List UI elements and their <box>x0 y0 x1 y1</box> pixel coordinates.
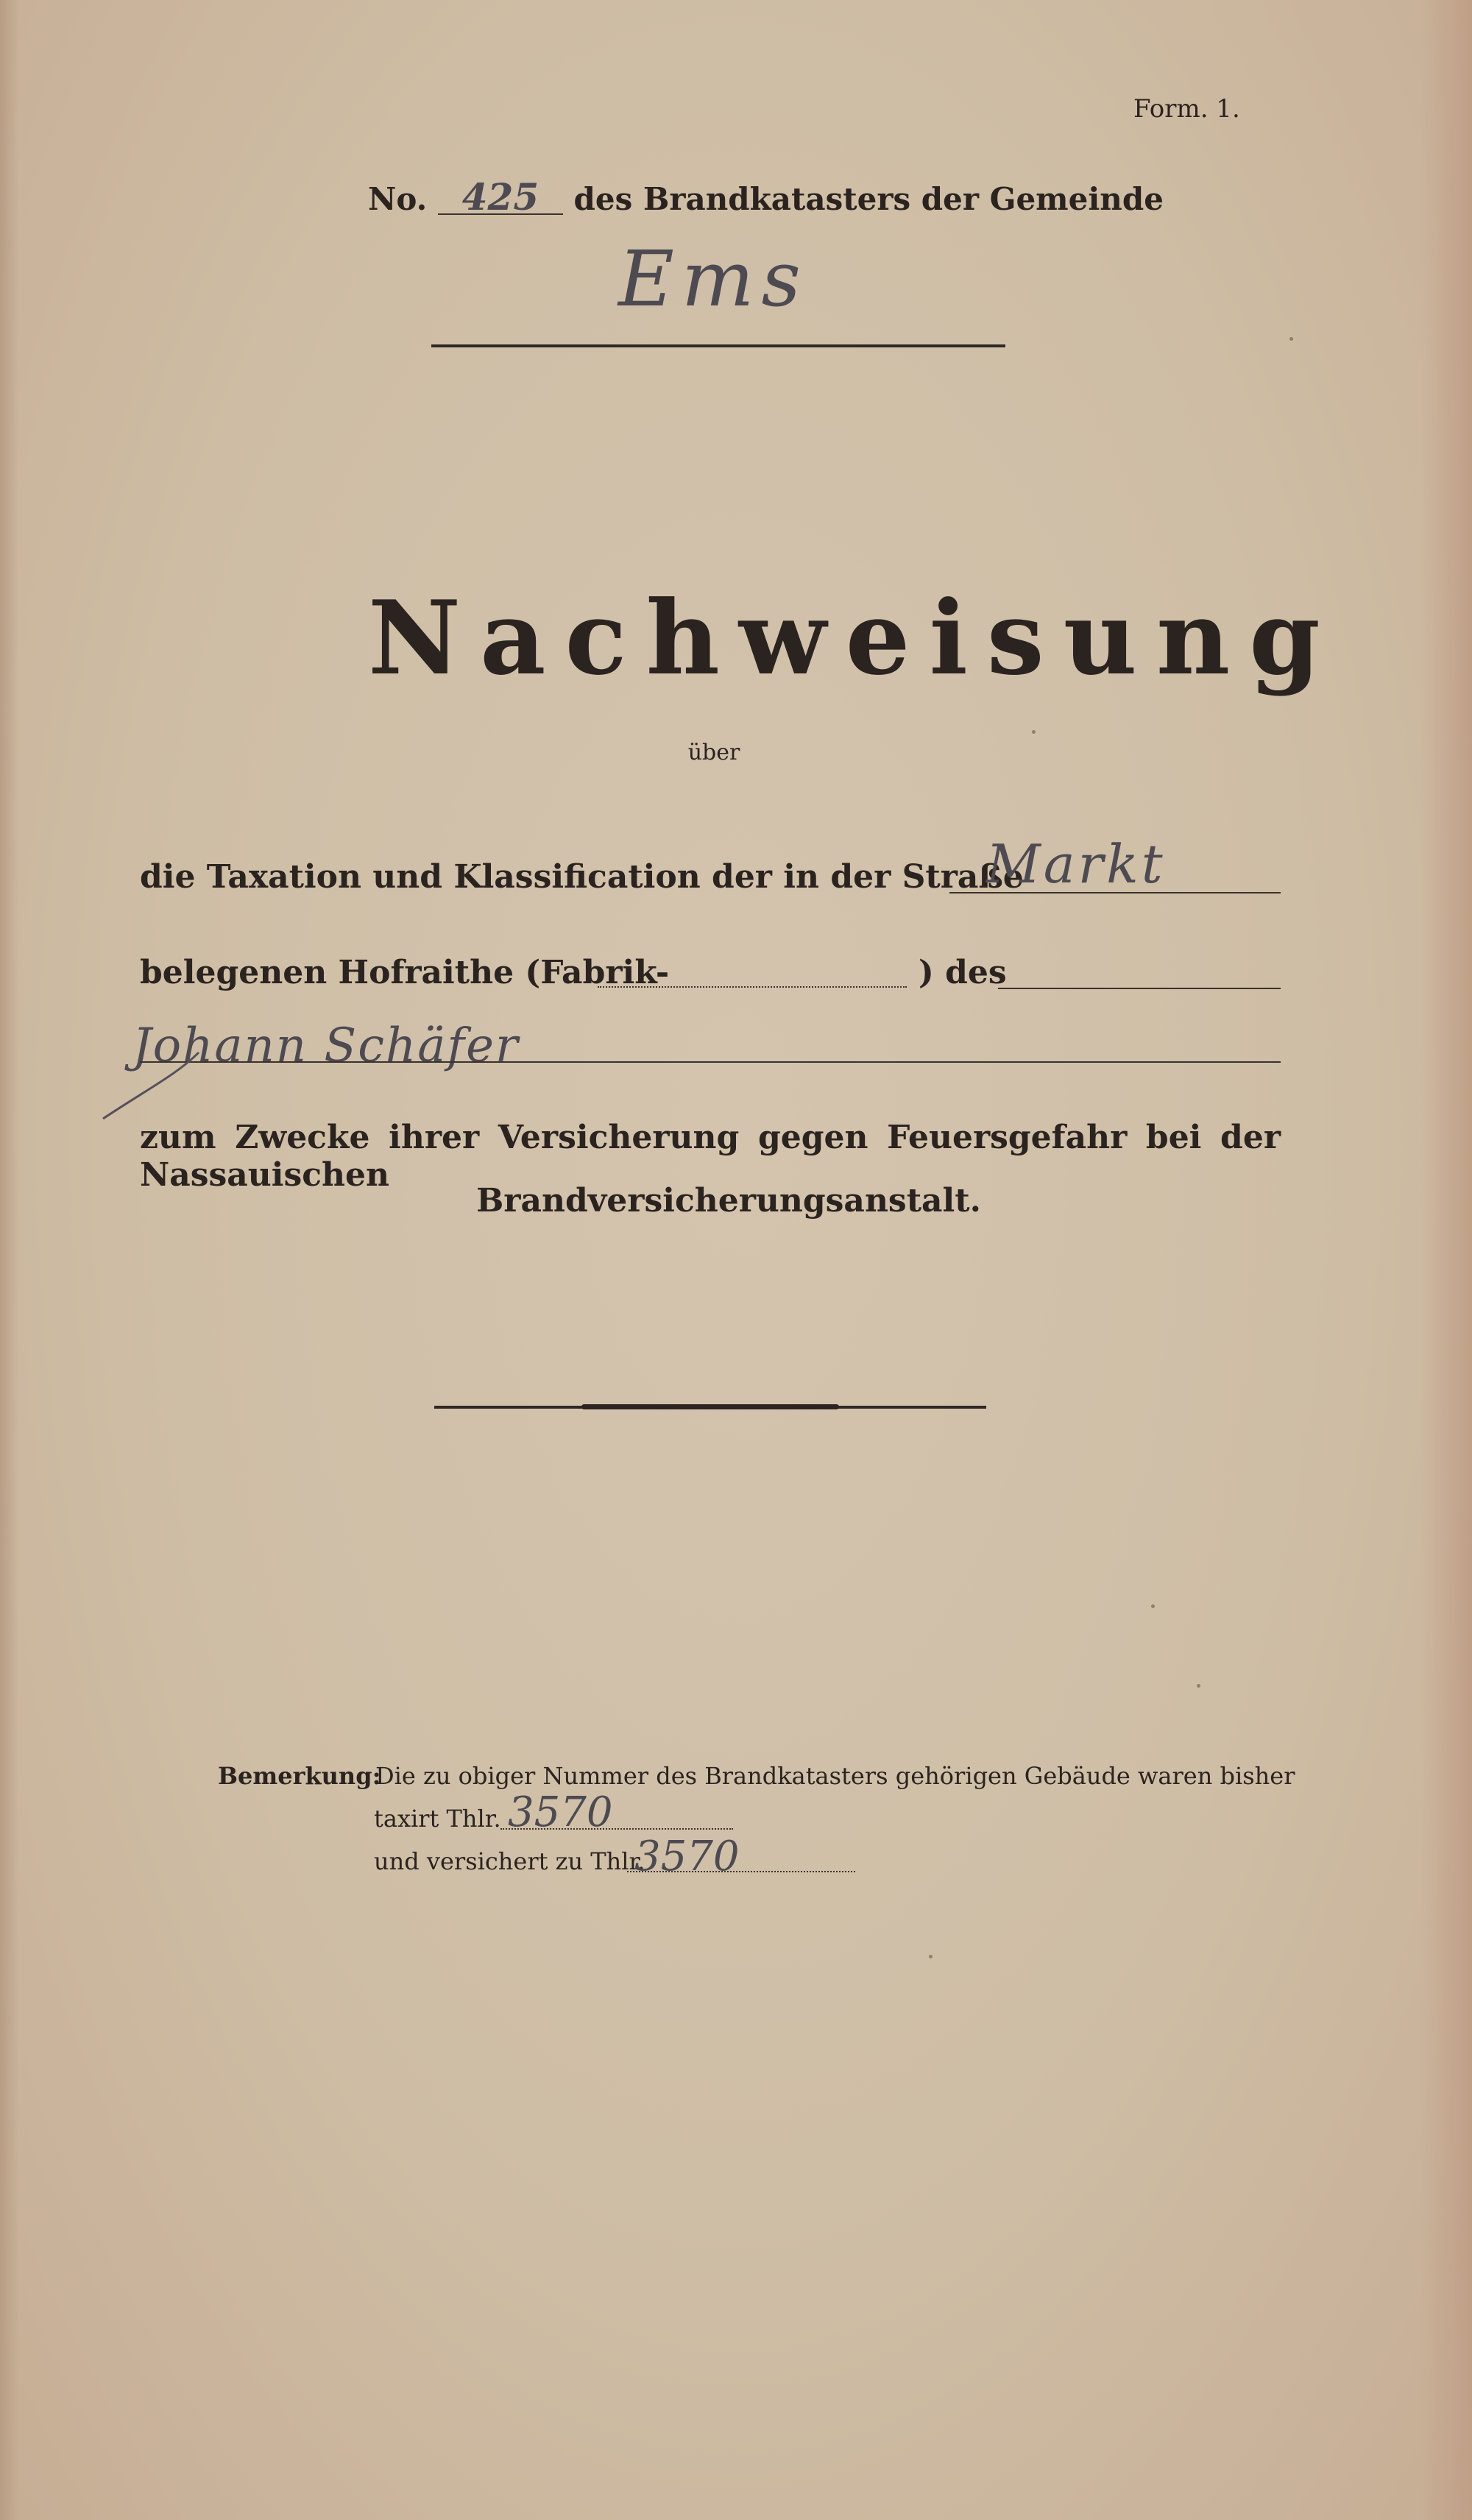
handwritten-flourish-icon <box>88 1045 221 1126</box>
taxirt-dotted-line <box>500 1828 733 1830</box>
paper-speck <box>1032 730 1036 734</box>
hofraithe-text: belegenen Hofraithe (Fabrik- <box>140 954 670 991</box>
versichert-value: 3570 <box>634 1833 740 1880</box>
paper-speck <box>1197 1684 1200 1688</box>
header-rule <box>431 344 1005 347</box>
taxation-strasse-text: die Taxation und Klassification der in der Straße <box>140 858 1024 896</box>
anstalt-text: Brandversicherungsanstalt. <box>476 1182 981 1220</box>
handwritten-owner: Johann Schäfer <box>132 1019 520 1073</box>
owner-underline <box>140 1061 1281 1063</box>
document-title: Nachweisung <box>368 578 1340 698</box>
handwritten-gemeinde: Ems <box>618 234 808 324</box>
remark-label: Bemerkung: <box>218 1762 381 1790</box>
des-text: ) des <box>919 954 1007 991</box>
versichert-label: und versichert zu Thlr. <box>374 1847 645 1875</box>
taxirt-label: taxirt Thlr. <box>374 1805 501 1833</box>
no-label: No. <box>368 181 428 217</box>
cadastre-text: des Brandkatasters der Gemeinde <box>573 181 1164 217</box>
paper-speck <box>929 1955 933 1958</box>
handwritten-strasse: Markt <box>986 833 1166 895</box>
zweck-text: zum Zwecke ihrer Versicherung gegen Feuersgefahr bei der Nassauischen <box>140 1119 1281 1194</box>
form-number-label: Form. 1. <box>1133 94 1240 124</box>
fabrik-dotted-line <box>598 986 907 988</box>
paper-edge-left <box>0 0 19 2520</box>
cadastre-number-line <box>368 175 1164 219</box>
versichert-dotted-line <box>627 1871 855 1872</box>
des-underline <box>998 988 1281 989</box>
handwritten-number: 425 <box>438 181 563 215</box>
paper-edge-right <box>1420 0 1472 2520</box>
taxirt-value: 3570 <box>508 1788 613 1836</box>
paper-speck <box>1151 1604 1155 1608</box>
divider-rule-swell <box>581 1404 839 1409</box>
strasse-underline <box>949 892 1281 893</box>
paper-speck <box>1289 337 1293 341</box>
remark-text: Die zu obiger Nummer des Brandkatasters gehörigen Gebäude waren bisher <box>375 1762 1295 1790</box>
ueber-label: über <box>687 740 740 765</box>
